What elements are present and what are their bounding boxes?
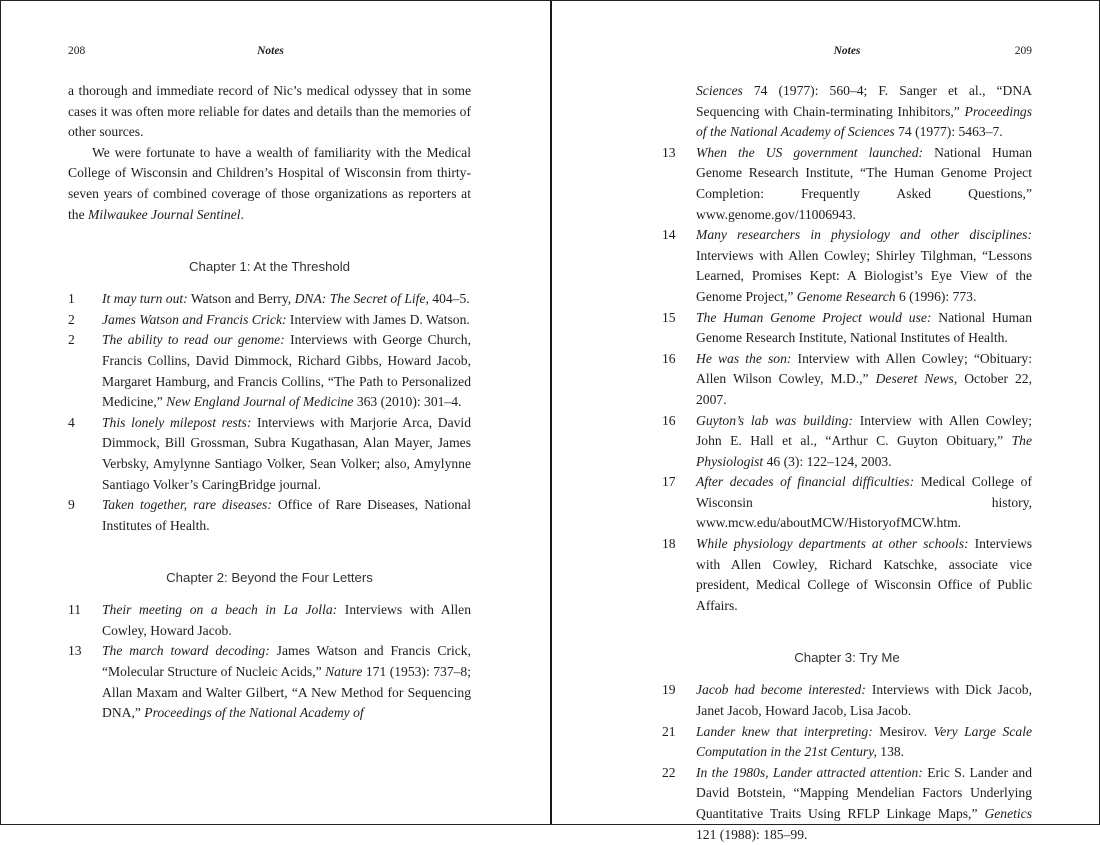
right-running-header — [662, 45, 1032, 61]
note-text: He was the son: Interview with Allen Cowley; “Obituary: Allen Wilson Cowley, M.D.,” Deseret News, October 22, 2007. — [696, 350, 1032, 407]
note-number: 18 — [662, 536, 676, 552]
note-text: Taken together, rare diseases: Office of Rare Diseases, National Institutes of Health. — [102, 497, 471, 533]
page-number: 208 — [68, 45, 86, 57]
note-number: 22 — [662, 764, 676, 780]
note-number: 21 — [662, 723, 676, 739]
note-text: This lonely milepost rests: Interviews with Marjorie Arca, David Dimmock, Bill Grossman, Subra Kugathasan, Alan Mayer, James Verbsky, Amylynne Santiago Volker, Sean Volker; also, Amylynne Santiago Volker’s CaringBridge journal. — [102, 414, 471, 492]
note-entry — [662, 722, 1032, 763]
right-page-body — [662, 81, 1032, 845]
left-running-header — [68, 45, 473, 61]
note-number: 14 — [662, 227, 676, 243]
note-entry — [662, 349, 1032, 411]
notes-list — [662, 680, 1032, 845]
note-entry — [662, 680, 1032, 721]
note-continuation: Sciences 74 (1977): 560–4; F. Sanger et al., “DNA Sequencing with Chain-terminating Inhibitors,” Proceedings of the National Academy of Sciences 74 (1977): 5463–7. — [696, 83, 1032, 140]
note-text: In the 1980s, Lander attracted attention: Eric S. Lander and David Botstein, “Mapping Mendelian Factors Underlying Quantitative Traits Using RFLP Linkage Maps,” Genetics 121 (1988): 185–99. — [696, 764, 1032, 842]
intro-paragraph: a thorough and immediate record of Nic’s medical odyssey that in some cases it was often more reliable for dates and details than the memories of other sources. — [68, 83, 471, 140]
note-text: The ability to read our genome: Interviews with George Church, Francis Collins, David Dimmock, Richard Gibbs, Howard Jacob, Margaret Hamburg, and Francis Collins, “The Path to Personalized Medicine,” New England Journal of Medicine 363 (2010): 301–4. — [102, 332, 471, 410]
note-entry — [68, 310, 471, 331]
note-number: 9 — [68, 497, 75, 513]
note-text: Many researchers in physiology and other disciplines: Interviews with Allen Cowley; Shirley Tilghman, “Lessons Learned, Promises Kept: A Biologist’s Eye View of the Genome Project,” Genome Research 6 (1996): 773. — [696, 227, 1032, 304]
note-entry — [68, 641, 471, 723]
note-entry — [662, 763, 1032, 845]
page-number: 209 — [1014, 45, 1032, 57]
note-text: The Human Genome Project would use: National Human Genome Research Institute, National Institutes of Health. — [696, 309, 1032, 346]
note-number: 19 — [662, 682, 676, 698]
notes-list — [68, 289, 471, 536]
note-number: 1 — [68, 291, 75, 307]
note-entry — [68, 413, 471, 495]
note-number: 13 — [662, 144, 676, 160]
note-text: James Watson and Francis Crick: Interview with James D. Watson. — [102, 311, 470, 327]
note-text: When the US government launched: National Human Genome Research Institute, “The Human Genome Project Completion: Frequently Asked Questions,” www.genome.gov/11006943. — [696, 144, 1032, 222]
note-number: 11 — [68, 602, 82, 618]
running-head: Notes — [833, 45, 861, 57]
note-entry — [68, 330, 471, 412]
notes-list — [68, 600, 471, 724]
note-text: Their meeting on a beach in La Jolla: Interviews with Allen Cowley, Howard Jacob. — [102, 602, 471, 638]
left-page-body — [68, 81, 471, 724]
notes-list — [662, 143, 1032, 617]
note-entry — [662, 308, 1032, 349]
note-number: 17 — [662, 474, 676, 490]
note-entry — [662, 225, 1032, 307]
note-entry — [662, 472, 1032, 534]
note-text: Jacob had become interested: Interviews with Dick Jacob, Janet Jacob, Howard Jacob, Lisa Jacob. — [696, 682, 1032, 719]
note-text: After decades of financial difficulties: Medical College of Wisconsin history, www.mcw.edu/aboutMCW/HistoryofMCW.htm. — [696, 474, 1032, 531]
note-text: The march toward decoding: James Watson and Francis Crick, “Molecular Structure of Nucleic Acids,” Nature 171 (1953): 737–8; Allan Maxam and Walter Gilbert, “A New Method for Sequencing DNA,” Proceedings of the National Academy of — [102, 643, 471, 721]
note-text: It may turn out: Watson and Berry, DNA: The Secret of Life, 404–5. — [102, 291, 470, 307]
note-text: Lander knew that interpreting: Mesirov. Very Large Scale Computation in the 21st Century, 138. — [696, 723, 1032, 760]
note-entry — [662, 534, 1032, 616]
note-number: 2 — [68, 311, 75, 327]
note-number: 13 — [68, 643, 82, 659]
note-entry — [68, 600, 471, 641]
note-number: 16 — [662, 412, 676, 428]
note-number: 2 — [68, 332, 75, 348]
note-number: 16 — [662, 350, 676, 366]
left-page — [1, 1, 550, 824]
note-text: While physiology departments at other schools: Interviews with Allen Cowley, Richard Katschke, associate vice president, Medical College of Wisconsin Office of Public Affairs. — [696, 536, 1032, 613]
chapter-heading: Chapter 1: At the Threshold — [188, 259, 351, 275]
chapter-heading: Chapter 2: Beyond the Four Letters — [166, 570, 373, 586]
note-entry — [68, 289, 471, 310]
note-text: Guyton’s lab was building: Interview with Allen Cowley; John E. Hall et al., “Arthur C. Guyton Obituary,” The Physiologist 46 (3): 122–124, 2003. — [696, 412, 1032, 469]
note-entry — [662, 143, 1032, 225]
running-head: Notes — [257, 45, 284, 57]
right-page — [552, 1, 1100, 842]
note-number: 15 — [662, 309, 676, 325]
intro-paragraph: We were fortunate to have a wealth of familiarity with the Medical College of Wisconsin and Children’s Hospital of Wisconsin from thirty-seven years of combined coverage of those organizations as reporters at the Milwaukee Journal Sentinel. — [68, 144, 471, 222]
note-number: 4 — [68, 414, 75, 430]
note-entry — [68, 495, 471, 536]
note-entry — [662, 411, 1032, 473]
chapter-heading: Chapter 3: Try Me — [794, 650, 900, 666]
